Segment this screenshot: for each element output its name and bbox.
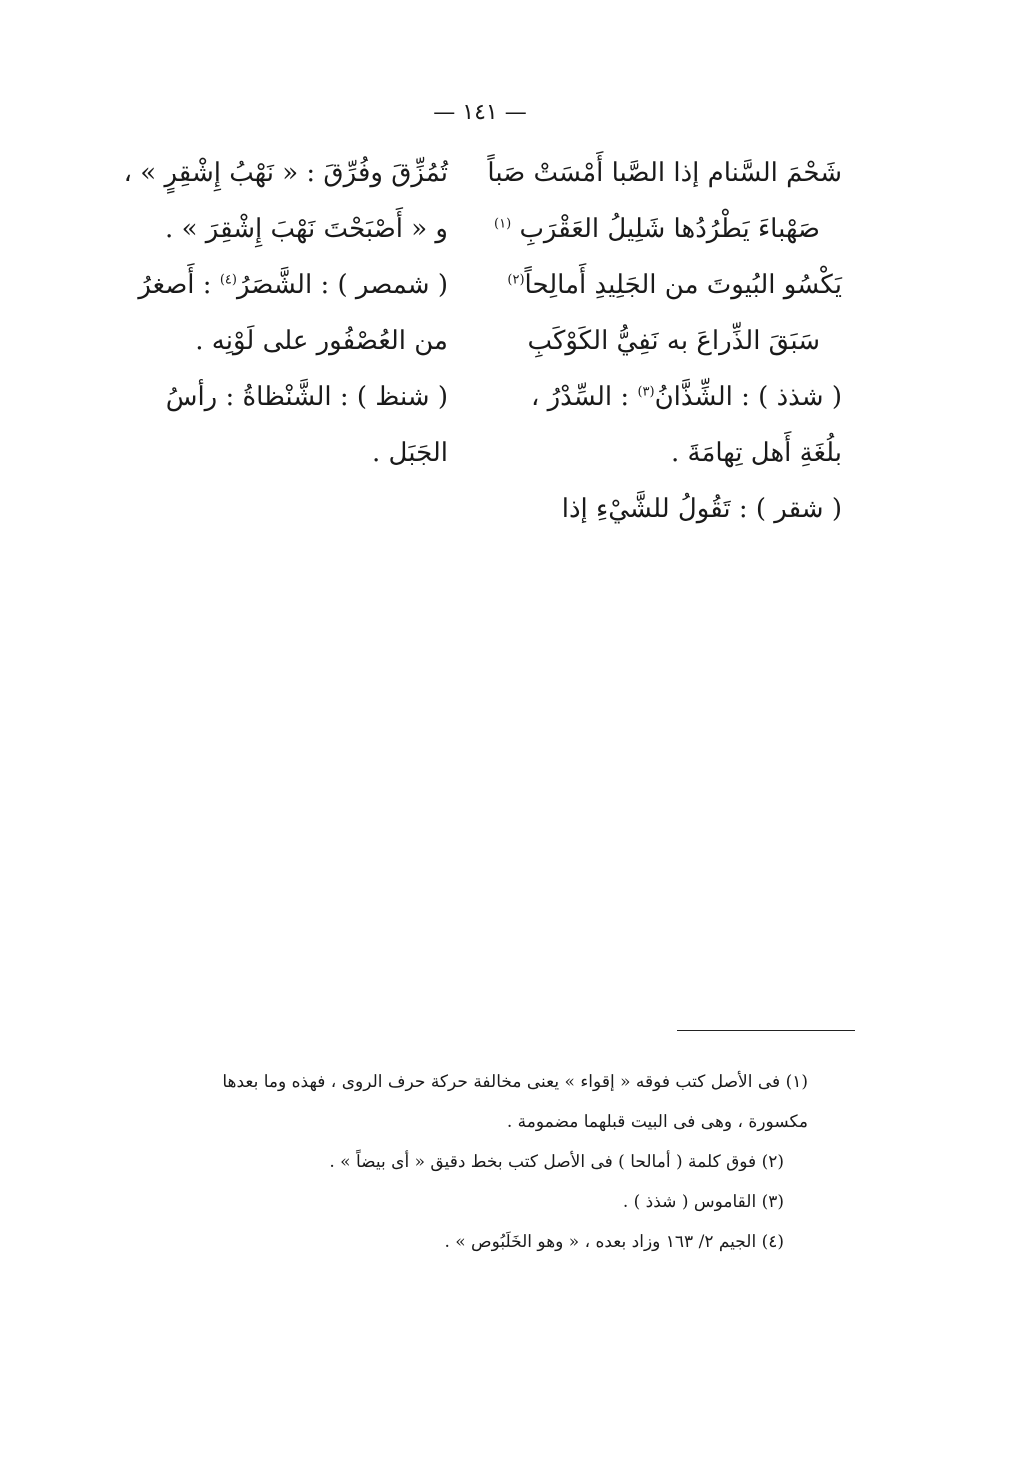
verse-text: يَكْسُو البُيوتَ من الجَلِيدِ أَمالِحاً <box>524 270 842 300</box>
footnote-2: (٢) فوق كلمة ( أمالحا ) فى الأصل كتب بخط دقيق « أى بيضاً » . <box>329 1152 784 1172</box>
entry-line: الجَبَل . <box>372 438 448 468</box>
entry-line: من العُصْفُور على لَوْنِه . <box>195 326 448 356</box>
footnote-divider <box>677 1030 855 1031</box>
footnote-marker: (٤) <box>219 272 237 288</box>
entry-text: ( شذذ ) : الشِّذَّانُ <box>654 382 842 412</box>
verse-line: شَحْمَ السَّنام إذا الصَّبا أَمْسَتْ صَباً <box>487 158 842 188</box>
footnote-3: (٣) القاموس ( شذذ ) . <box>622 1192 784 1212</box>
verse-text: صَهْباءَ يَطْرُدُها شَلِيلُ العَقْرَبِ <box>519 214 820 244</box>
entry-line: ( شقر ) : تَقُولُ للشَّيْءِ إذا <box>561 494 842 524</box>
footnotes <box>108 1062 808 1262</box>
verse-line <box>494 201 842 257</box>
footnote-1: (١) فى الأصل كتب فوقه « إقواء » يعنى مخالفة حركة حرف الروى ، فهذه وما بعدها <box>222 1072 808 1092</box>
entry-line <box>108 257 448 313</box>
verse-line <box>502 257 842 313</box>
verse-line: سَبَقَ الذِّراعَ به نَفِيُّ الكَوْكَبِ <box>527 326 820 356</box>
left-column <box>108 145 448 481</box>
footnote-marker: (٢) <box>507 272 525 288</box>
entry-text: : أَصغرُ <box>138 270 212 300</box>
entry-line: بلُغَةِ أَهل تِهامَةَ . <box>670 438 842 468</box>
right-column <box>487 145 842 537</box>
entry-line <box>502 369 842 425</box>
entry-text: ( شمصر ) : الشَّصَرُ <box>236 270 448 300</box>
footnote-4: (٤) الجيم ٢/ ١٦٣ وزاد بعده ، « وهو الخَلَبُوص » . <box>444 1232 784 1252</box>
entry-line: تُمُزِّقَ وفُرِّقَ : « نَهْبُ إِشْقِرٍ » ، <box>123 158 448 188</box>
entry-line: ( شنظ ) : الشَّنْظاةُ : رأسُ <box>165 382 448 412</box>
page-number: — ١٤١ — <box>433 100 527 125</box>
entry-text: : السِّدْرُ ، <box>530 382 630 412</box>
footnote-marker: (١) <box>494 216 512 232</box>
footnote-1-continued: مكسورة ، وهى فى البيت قبلهما مضمومة . <box>506 1112 808 1132</box>
footnote-marker: (٣) <box>637 384 655 400</box>
entry-line: و « أَصْبَحْتَ نَهْبَ إِشْقِرَ » . <box>165 214 448 244</box>
